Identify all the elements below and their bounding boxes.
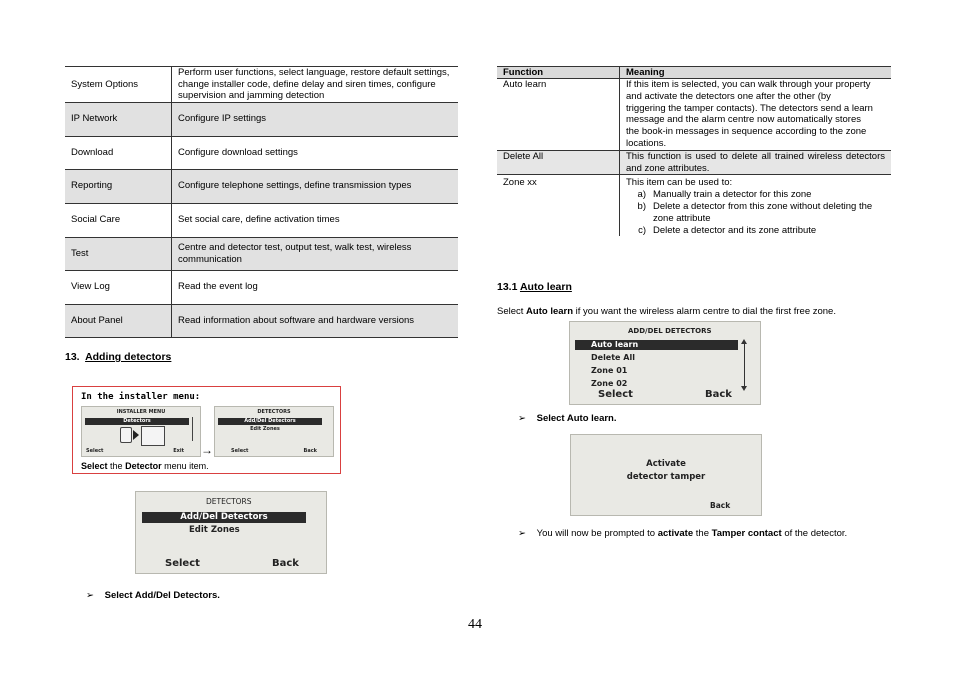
caption-text: the	[110, 461, 123, 471]
softkey-exit[interactable]: Exit	[173, 448, 184, 454]
list-item	[626, 225, 885, 237]
function-meaning: If this item is selected, you can walk through your property and activate the detectors one after the other (by triggering the tamper contacts). The detectors send a learn message and the alarm centre now automatically stores the book-in messages in sequence according to the zone locations.	[626, 79, 873, 149]
detectors-screen	[135, 491, 327, 574]
section-title: Adding detectors	[85, 351, 172, 363]
menu-option-name: Social Care	[65, 203, 172, 237]
caption-bold: Select	[81, 461, 108, 471]
table-row	[65, 67, 458, 103]
menu-options-table	[65, 66, 458, 338]
installer-box-caption	[81, 461, 209, 471]
menu-option-name: System Options	[65, 67, 172, 103]
menu-item-delete-all[interactable]: Delete All	[591, 353, 635, 362]
scrollbar-icon	[744, 341, 745, 389]
bullet-arrow-icon: ➢	[518, 413, 526, 424]
intro-bold: Auto learn	[526, 306, 574, 317]
menu-item-detectors[interactable]: Detectors	[85, 418, 189, 425]
function-table	[497, 66, 891, 236]
list-marker: b)	[637, 200, 646, 212]
table-row	[497, 150, 891, 175]
menu-option-description: Perform user functions, select language, restore default settings, change installer code, define delay and siren times, configure supervision and jamming detection	[172, 67, 459, 103]
menu-option-name: Test	[65, 237, 172, 270]
bullet-bold: Tamper contact	[711, 528, 782, 539]
menu-option-name: View Log	[65, 270, 172, 304]
menu-option-name: IP Network	[65, 102, 172, 136]
softkey-back[interactable]: Back	[710, 501, 731, 510]
play-arrow-icon	[133, 430, 139, 440]
table-row	[65, 304, 458, 337]
menu-item-edit-zones[interactable]: Edit Zones	[189, 525, 240, 535]
add-del-detectors-screen	[569, 321, 761, 405]
activate-tamper-screen	[570, 434, 762, 516]
section-number: 13.	[65, 351, 80, 363]
table-row	[65, 237, 458, 270]
function-meaning: This function is used to delete all trained wireless detectors and zone attributes.	[620, 150, 892, 175]
menu-item-auto-learn[interactable]: Auto learn	[575, 340, 738, 350]
screen-title: ADD/DEL DETECTORS	[628, 327, 712, 335]
table-row	[497, 79, 891, 151]
menu-item-add-del[interactable]: Add/Del Detectors	[218, 418, 322, 425]
caption-text: menu item.	[164, 461, 209, 471]
installer-menu-screen	[81, 406, 201, 457]
table-row	[497, 175, 891, 236]
menu-item-edit-zones[interactable]: Edit Zones	[250, 426, 280, 432]
menu-item-zone-01[interactable]: Zone 01	[591, 366, 628, 375]
bullet-text: Select Add/Del Detectors.	[104, 590, 220, 601]
section-title: Auto learn	[519, 281, 572, 293]
zone-options-list	[626, 189, 885, 236]
control-panel-icon	[141, 426, 165, 446]
function-name: Delete All	[497, 150, 620, 175]
bullet-tamper-prompt	[518, 528, 847, 539]
list-item	[626, 201, 885, 225]
list-text: Delete a detector and its zone attribute	[653, 224, 817, 236]
function-meaning	[620, 175, 892, 236]
page-number: 44	[468, 617, 482, 632]
scrollbar-icon	[192, 417, 193, 441]
softkey-back[interactable]: Back	[272, 558, 299, 569]
list-item	[626, 189, 885, 201]
section-13-1-heading	[497, 281, 572, 293]
installer-box-heading: In the installer menu:	[81, 392, 201, 402]
bullet-text: the	[695, 528, 709, 539]
menu-option-description: Configure telephone settings, define transmission types	[172, 169, 459, 203]
softkey-select[interactable]: Select	[86, 448, 104, 454]
scroll-up-icon[interactable]	[741, 339, 747, 344]
function-name: Zone xx	[497, 175, 620, 236]
softkey-select[interactable]: Select	[598, 389, 633, 400]
table-row	[65, 102, 458, 136]
menu-option-description: Centre and detector test, output test, walk test, wireless communication	[172, 237, 459, 270]
table-row	[65, 270, 458, 304]
menu-option-name: Reporting	[65, 169, 172, 203]
table-row	[65, 203, 458, 237]
bullet-select-add-del	[86, 590, 220, 601]
section-number: 13.1	[497, 281, 518, 293]
menu-item-add-del-detectors[interactable]: Add/Del Detectors	[142, 512, 306, 523]
softkey-back[interactable]: Back	[303, 448, 317, 454]
list-text: Manually train a detector for this zone	[653, 189, 812, 201]
menu-option-description: Read information about software and hardware versions	[172, 304, 459, 337]
installer-menu-box	[72, 386, 341, 474]
intro-text: Select	[497, 306, 524, 317]
bullet-bold: activate	[657, 528, 694, 539]
screen-title: DETECTORS	[257, 409, 291, 415]
bullet-text: of the detector.	[784, 528, 848, 539]
intro-text: if you want the wireless alarm centre to dial the first free zone.	[575, 306, 836, 317]
menu-option-description: Set social care, define activation times	[172, 203, 459, 237]
caption-bold: Detector	[125, 461, 162, 471]
screen-title: INSTALLER MENU	[116, 409, 166, 415]
detector-icon	[120, 427, 132, 443]
menu-option-description: Configure download settings	[172, 136, 459, 169]
menu-option-description: Configure IP settings	[172, 102, 459, 136]
softkey-select[interactable]: Select	[231, 448, 249, 454]
menu-option-description: Read the event log	[172, 270, 459, 304]
screen-message-line1: Activate	[646, 459, 686, 469]
list-marker: a)	[637, 189, 646, 201]
bullet-arrow-icon: ➢	[86, 590, 94, 601]
list-marker: c)	[638, 224, 646, 236]
scroll-down-icon[interactable]	[741, 386, 747, 391]
bullet-arrow-icon: ➢	[518, 528, 526, 539]
screen-title: DETECTORS	[206, 497, 252, 506]
section-13-heading	[65, 351, 171, 363]
column-header-function: Function	[497, 67, 620, 79]
bullet-text: You will now be prompted to	[536, 528, 656, 539]
table-row	[65, 169, 458, 203]
list-text: Delete a detector from this zone without deleting the zone attribute	[653, 200, 873, 224]
column-header-meaning: Meaning	[620, 67, 892, 79]
screen-message-line2: detector tamper	[626, 472, 706, 482]
softkey-back[interactable]: Back	[705, 389, 732, 400]
menu-item-zone-02[interactable]: Zone 02	[591, 379, 628, 388]
auto-learn-intro	[497, 306, 836, 317]
function-name: Auto learn	[497, 79, 620, 151]
softkey-select[interactable]: Select	[165, 558, 200, 569]
zone-intro: This item can be used to:	[626, 177, 733, 189]
table-row	[65, 136, 458, 169]
menu-option-name: About Panel	[65, 304, 172, 337]
arrow-right-icon: →	[201, 443, 213, 457]
bullet-select-auto-learn	[518, 413, 617, 424]
bullet-text: Select Auto learn.	[536, 413, 617, 424]
menu-option-name: Download	[65, 136, 172, 169]
detectors-mini-screen	[214, 406, 334, 457]
